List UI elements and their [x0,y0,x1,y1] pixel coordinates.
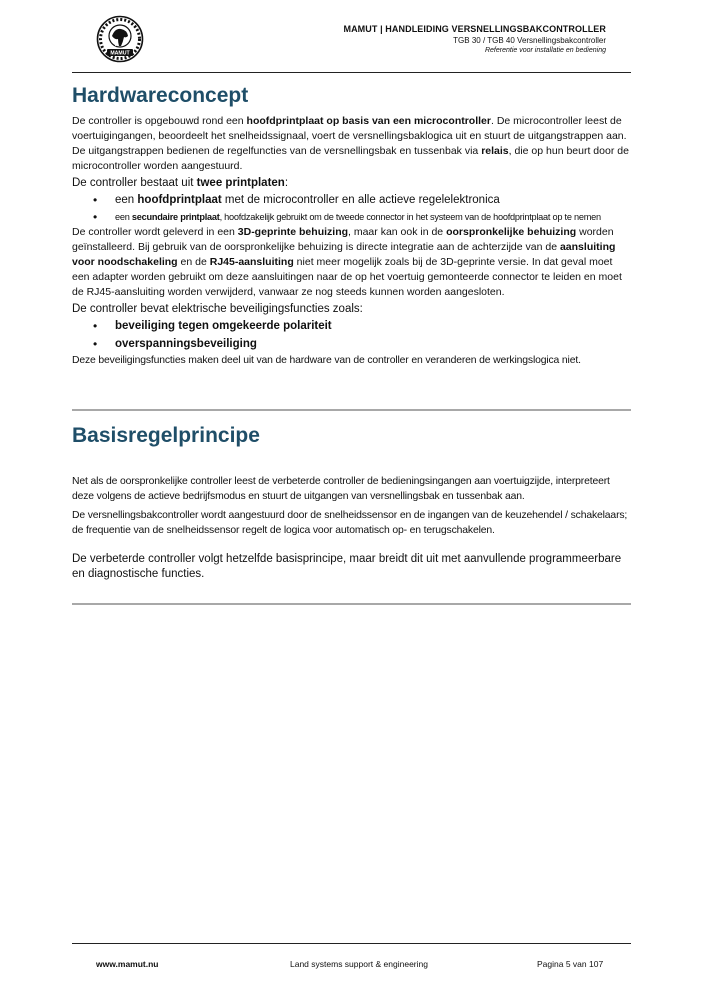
beveiliging-list [72,317,632,353]
bold-text: beveiliging tegen omgekeerde polariteit [115,320,332,332]
footer-divider [72,943,631,944]
paragraph-beveiliging-note: Deze beveiligingsfuncties maken deel uit van de hardware van de controller en veranderen de werkingslogica niet. [72,355,581,366]
bold-text: twee printplaten [196,177,285,189]
header-title: MAMUT | HANDLEIDING VERSNELLINGSBAKCONTROLLER [343,24,606,34]
section-basisregelprincipe-body [72,474,632,582]
mamut-logo [95,14,145,64]
text-run: De controller bestaat uit [72,177,197,189]
paragraph-behuizing [72,225,632,300]
bold-text: hoofdprintplaat op basis van een microcontroller [246,115,491,127]
section-divider [72,603,631,605]
footer-page-number: Pagina 5 van 107 [537,959,604,969]
text-run: : [284,177,289,189]
bold-text: overspanningsbeveiliging [115,338,257,350]
paragraph-beveiliging-intro: De controller bevat elektrische beveiligingsfuncties zoals: [72,303,363,315]
section-hardwareconcept-body [72,114,632,368]
text-run: niet meer mogelijk zoals bij de 3D-geprinte versie. In dat geval moet een adapter worden gebruikt om deze aansluitingen naar de op het voertuig gemonteerde connector te leiden en moet de RJ45-aansluiting worden verwijderd, vanwaar ze nog steeds kunnen worden aangesloten. [72,256,622,298]
header-subtitle: TGB 30 / TGB 40 Versnellingsbakcontroller [453,36,606,45]
bold-text: aansluiting voor noodschakeling [72,241,616,268]
text-run: een [115,212,132,222]
text-run: . De microcontroller leest de voertuigingangen, beoordeelt het snelheidssignaal, voert de versnellingsbaklogica uit en stuurt de uitgangstrappen aan. De uitgangstrappen bedienen de regelfuncties van de versnellingsbak en tussenbak via [72,115,627,157]
bullet-icon: • [93,319,98,333]
printplaten-list [72,191,632,225]
bold-text: RJ45-aansluiting [209,256,294,268]
section-heading-basisregelprincipe: Basisregelprincipe [72,424,260,447]
header-divider [72,72,631,73]
list-item [72,209,632,225]
bold-text: hoofdprintplaat [137,194,222,206]
logo-text: MAMUT [110,50,130,57]
paragraph-printplaten [72,176,632,191]
bold-text: oorspronkelijke behuizing [446,226,577,238]
bold-text: relais [481,145,509,157]
list-item [72,335,632,353]
paragraph-basis-3: De verbeterde controller volgt hetzelfde basisprincipe, maar breidt dit uit met aanvullende programmeerbare en diagnostische functies. [72,553,622,580]
section-divider [72,409,631,411]
paragraph-basis-1: Net als de oorspronkelijke controller leest de verbeterde controller de bedieningsingangen aan voertuigzijde, interpreteert deze volgens de actieve bedrijfsmodus en stuurt de uitgangen van versnellingsbak en tussenbak aan. [72,476,610,502]
section-heading-hardwareconcept: Hardwareconcept [72,84,249,107]
text-run: met de microcontroller en alle actieve regelelektronica [221,194,500,206]
header-note: Referentie voor installatie en bediening [484,47,606,54]
text-run: , maar kan ook in de [348,226,447,238]
text-run: en de [177,256,210,268]
list-item [72,317,632,335]
list-item [72,191,632,209]
text-run: worden geïnstalleerd. Bij gebruik van de oorspronkelijke behuizing is directe integratie aan de achterzijde van de [72,226,614,253]
paragraph-intro [72,114,632,174]
footer-company: Land systems support & engineering [290,959,428,969]
bold-text: secundaire printplaat [131,212,220,222]
page-header [343,24,606,56]
bullet-icon: • [93,210,97,224]
bold-text: 3D-geprinte behuizing [237,226,349,238]
footer-website-link[interactable]: www.mamut.nu [96,959,159,969]
bullet-icon: • [93,193,98,207]
text-run: , hoofdzakelijk gebruikt om de tweede connector in het systeem van de hoofdprintplaat op te nemen [219,212,601,222]
text-run: De controller is opgebouwd rond een [72,115,247,127]
text-run: , die op hun beurt door de microcontroller worden aangestuurd. [72,145,629,172]
bullet-icon: • [93,337,98,351]
paragraph-basis-2: De versnellingsbakcontroller wordt aangestuurd door de snelheidssensor en de ingangen van de keuzehendel / schakelaars; de frequentie van de snelheidssensor regelt de logica voor automatisch op- en terugschakelen. [72,510,628,536]
text-run: een [115,194,138,206]
text-run: De controller wordt geleverd in een [72,226,238,238]
